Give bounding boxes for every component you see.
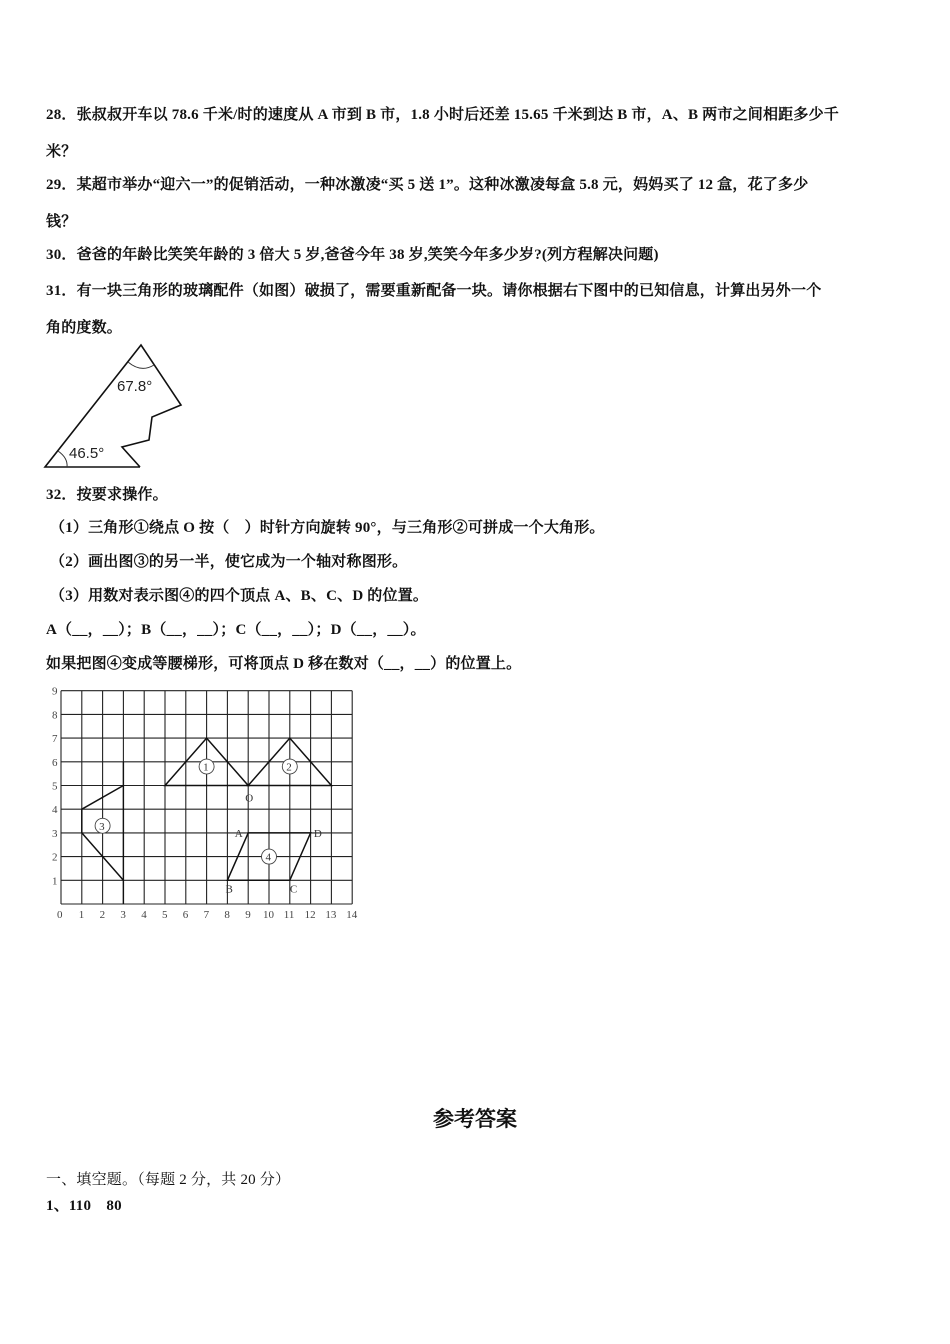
y-tick-label: 9 bbox=[52, 685, 58, 698]
q29-line2: 钱？ bbox=[46, 214, 77, 230]
x-tick-label: 7 bbox=[203, 909, 210, 921]
x-tick-label: 6 bbox=[182, 909, 189, 921]
triangle-2-number: 2 bbox=[286, 761, 292, 774]
point-label-o: O bbox=[245, 792, 254, 805]
broken-triangle-figure bbox=[40, 340, 200, 470]
point-label-d: D bbox=[313, 827, 322, 840]
y-tick-label: 7 bbox=[52, 733, 58, 746]
q32-part2: （2）画出图③的另一半，使它成为一个轴对称图形。 bbox=[50, 554, 408, 570]
angle-top-label: 67.8° bbox=[117, 378, 153, 395]
y-tick-label: 2 bbox=[52, 851, 58, 864]
answer-1: 1、110 80 bbox=[46, 1198, 122, 1214]
answers-heading: 参考答案 bbox=[433, 1107, 517, 1131]
angle-arc-bottom bbox=[58, 451, 67, 467]
q32-extra: 如果把图④变成等腰梯形，可将顶点 D 移在数对（__，__）的位置上。 bbox=[46, 656, 522, 672]
x-tick-label: 13 bbox=[325, 909, 337, 921]
angle-arc-top bbox=[128, 362, 154, 368]
x-tick-label: 5 bbox=[162, 909, 168, 921]
y-tick-label: 1 bbox=[52, 875, 58, 888]
y-tick-label: 6 bbox=[52, 756, 58, 769]
y-tick-label: 5 bbox=[52, 780, 58, 793]
point-label-b: B bbox=[225, 883, 233, 896]
x-tick-label: 8 bbox=[224, 909, 230, 921]
x-tick-label: 0 bbox=[57, 909, 63, 921]
angle-bottom-label: 46.5° bbox=[69, 445, 105, 462]
quad-4-number: 4 bbox=[265, 851, 271, 864]
half-figure-3-number: 3 bbox=[99, 820, 105, 833]
triangle-outline bbox=[45, 345, 181, 467]
x-tick-label: 9 bbox=[245, 909, 251, 921]
q32-answer-line: A（__，__）；B（__，__）；C（__，__）；D（__，__）。 bbox=[46, 622, 426, 638]
answers-section1: 一、填空题。（每题 2 分，共 20 分） bbox=[46, 1172, 291, 1188]
q29-line1: 29．某超市举办“迎六一”的促销活动，一种冰激凌“买 5 送 1”。这种冰激凌每盒 5.8 元，妈妈买了 12 盒，花了多少 bbox=[46, 177, 809, 193]
q32-title: 32．按要求操作。 bbox=[46, 487, 168, 503]
x-tick-label: 10 bbox=[263, 909, 274, 921]
x-tick-label: 4 bbox=[141, 909, 147, 921]
q28-line1: 28．张叔叔开车以 78.6 千米/时的速度从 A 市到 B 市，1.8 小时后还差 15.65 千米到达 B 市，A、B 两市之间相距多少千 bbox=[46, 107, 839, 123]
q31-line1: 31．有一块三角形的玻璃配件（如图）破损了，需要重新配备一块。请你根据右下图中的已知信息，计算出另外一个 bbox=[46, 283, 822, 299]
y-tick-label: 8 bbox=[52, 709, 58, 722]
x-tick-label: 14 bbox=[346, 909, 358, 921]
x-tick-label: 3 bbox=[120, 909, 126, 921]
point-label-a: A bbox=[234, 827, 243, 840]
x-tick-label: 11 bbox=[283, 909, 295, 921]
q32-part1: （1）三角形①绕点 O 按（ ）时针方向旋转 90°，与三角形②可拼成一个大角形。 bbox=[50, 520, 605, 536]
q31-line2: 角的度数。 bbox=[46, 320, 123, 336]
triangle-1-number: 1 bbox=[203, 761, 209, 774]
coordinate-grid bbox=[40, 685, 370, 925]
q28-line2: 米？ bbox=[46, 144, 77, 160]
point-label-c: C bbox=[289, 883, 298, 896]
x-tick-label: 1 bbox=[78, 909, 85, 921]
q32-part3: （3）用数对表示图④的四个顶点 A、B、C、D 的位置。 bbox=[50, 588, 429, 604]
y-tick-label: 4 bbox=[52, 804, 58, 817]
q30-line1: 30．爸爸的年龄比笑笑年龄的 3 倍大 5 岁,爸爸今年 38 岁,笑笑今年多少岁?(列方程解决问题) bbox=[46, 247, 659, 263]
y-tick-label: 3 bbox=[52, 827, 58, 840]
x-tick-label: 12 bbox=[304, 909, 316, 921]
x-tick-label: 2 bbox=[99, 909, 106, 921]
